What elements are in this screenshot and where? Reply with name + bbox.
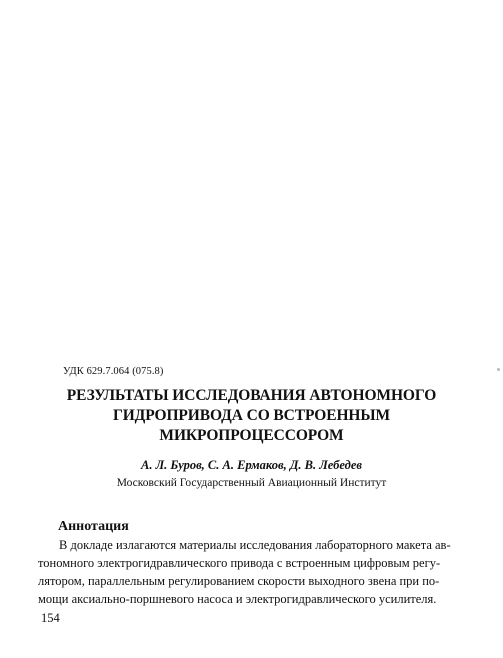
paper-title bbox=[40, 386, 463, 446]
abstract-body bbox=[38, 536, 468, 608]
title-line: ГИДРОПРИВОДА СО ВСТРОЕННЫМ bbox=[112, 407, 391, 424]
title-line: МИКРОПРОЦЕССОРОМ bbox=[159, 427, 344, 444]
authors: А. Л. Буров, С. А. Ермаков, Д. В. Лебедев bbox=[141, 458, 362, 472]
scan-speck bbox=[497, 368, 500, 371]
udk-code: УДК 629.7.064 (075.8) bbox=[63, 366, 164, 377]
affiliation: Московский Государственный Авиационный Институт bbox=[116, 477, 387, 489]
abstract-line: мощи аксиально-поршневого насоса и электрогидравлического усилителя. bbox=[38, 592, 437, 606]
abstract-line: В докладе излагаются материалы исследования лабораторного макета ав- bbox=[59, 538, 451, 552]
title-line: РЕЗУЛЬТАТЫ ИССЛЕДОВАНИЯ АВТОНОМНОГО bbox=[66, 387, 437, 404]
page-number: 154 bbox=[41, 611, 60, 625]
abstract-line: тономного электрогидравлического привода с встроенным цифровым регу- bbox=[38, 556, 441, 570]
abstract-heading: Аннотация bbox=[58, 519, 129, 534]
abstract-line: лятором, параллельным регулированием скорости выходного звена при по- bbox=[38, 574, 440, 588]
